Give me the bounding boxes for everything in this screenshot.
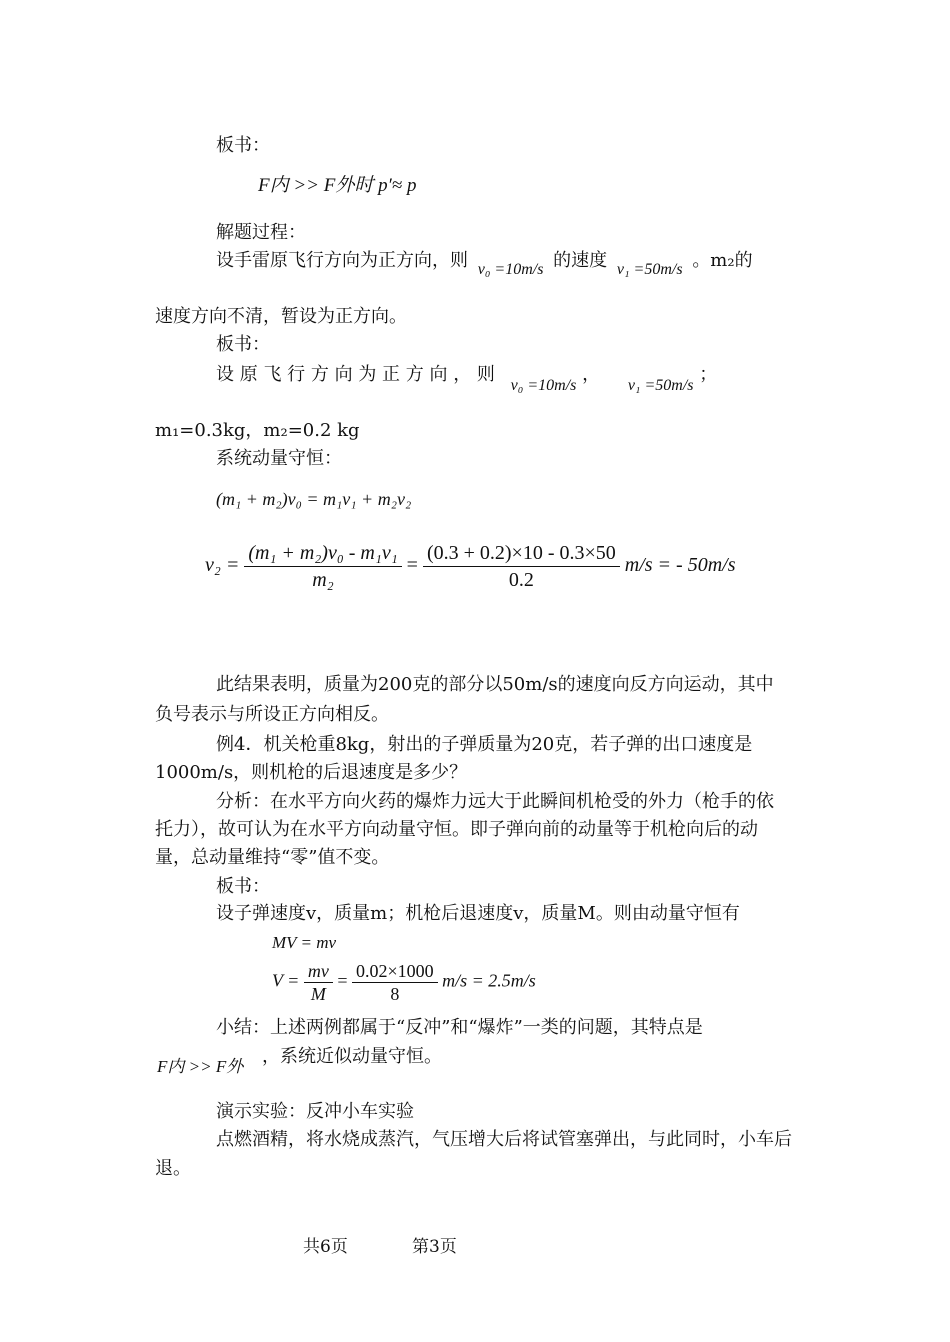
equation-lhs: v₂ =: [205, 554, 240, 577]
result-paragraph-line: 此结果表明，质量为200克的部分以50m/s的速度向反方向运动，其中: [216, 674, 774, 695]
text-segment: 设 原 飞 行 方 向 为 正 方 向 ， 则: [216, 364, 495, 385]
result-paragraph-line: 负号表示与所设正方向相反。: [155, 704, 389, 725]
momentum-label: 系统动量守恒：: [216, 448, 342, 469]
fraction-numeric: [352, 960, 438, 1005]
momentum-equation: MV = mv: [272, 933, 337, 952]
summary-line: 小结：上述两例都属于“反冲”和“爆炸”一类的问题，其特点是: [216, 1017, 703, 1038]
solve-label: 解题过程：: [216, 222, 306, 243]
text-segment: ，: [582, 364, 601, 385]
paragraph-direction-cont: 速度方向不清，暂设为正方向。: [155, 306, 407, 327]
text-segment: 。m₂的: [692, 250, 753, 271]
page-number: 第3页: [412, 1237, 457, 1257]
text-segment: ；: [699, 364, 718, 385]
demo-line: 点燃酒精，将水烧成蒸汽，气压增大后将试管塞弹出，与此同时，小车后: [216, 1129, 792, 1150]
fraction-denominator: m₂: [312, 569, 334, 591]
equation-lhs: V =: [272, 970, 300, 991]
velocity-equation: [272, 960, 536, 1005]
fraction-denominator: M: [310, 984, 326, 1004]
equation-tail: m/s = - 50m/s: [624, 554, 736, 577]
formula-v1: v₁ =50m/s: [627, 377, 694, 394]
fraction-numeric: [423, 540, 620, 593]
equals-sign: =: [337, 970, 348, 991]
fraction-symbolic: [304, 960, 333, 1005]
equals-sign: =: [406, 554, 418, 577]
setup-line: 设子弹速度v，质量m；机枪后退速度v，质量M。则由动量守恒有: [216, 903, 740, 924]
page-total: 共6页: [303, 1237, 348, 1257]
fraction-denominator: 8: [390, 984, 400, 1004]
summary-formula: F内 >> F外: [157, 1057, 244, 1076]
conservation-equation: (m₁ + m₂)v₀ = m₁v₁ + m₂v₂: [216, 489, 412, 509]
paragraph-direction: [216, 250, 753, 278]
relation-formula: F内 >> F外时 p′≈ p: [258, 175, 417, 196]
example-line: 例4．机关枪重8kg，射出的子弹质量为20克，若子弹的出口速度是: [216, 734, 753, 755]
fraction-numerator: (0.3 + 0.2)×10 - 0.3×50: [423, 540, 620, 567]
fraction-numerator: mv: [304, 960, 333, 983]
demo-title: 演示实验：反冲小车实验: [216, 1101, 414, 1122]
equation-tail: m/s = 2.5m/s: [442, 970, 536, 991]
fraction-denominator: 0.2: [508, 569, 534, 591]
summary-line: ，系统近似动量守恒。: [262, 1046, 442, 1067]
demo-line: 退。: [155, 1158, 191, 1179]
fraction-symbolic: [244, 540, 401, 593]
text-segment: 的速度: [553, 250, 608, 271]
example-line: 1000m/s，则机枪的后退速度是多少？: [155, 762, 468, 783]
board-label: 板书：: [216, 876, 270, 897]
analysis-line: 量，总动量维持“零”值不变。: [155, 847, 390, 868]
board-label: 板书：: [216, 135, 270, 156]
formula-v0: v₀ =10m/s: [510, 377, 577, 394]
analysis-line: 托力），故可认为在水平方向动量守恒。即子弹向前的动量等于机枪向后的动: [155, 819, 758, 840]
solution-equation: [205, 540, 736, 593]
formula-v0: v₀ =10m/s: [477, 261, 544, 278]
fraction-numerator: (m₁ + m₂)v₀ - m₁v₁: [244, 540, 401, 567]
formula-v1: v₁ =50m/s: [616, 261, 683, 278]
board-setup: [216, 364, 718, 394]
board-label: 板书：: [216, 334, 270, 355]
text-segment: 设手雷原飞行方向为正方向，则: [216, 250, 468, 271]
analysis-line: 分析：在水平方向火药的爆炸力远大于此瞬间机枪受的外力（枪手的依: [216, 791, 774, 812]
masses-line: m₁=0.3kg，m₂=0.2 kg: [155, 420, 360, 441]
fraction-numerator: 0.02×1000: [352, 960, 438, 983]
